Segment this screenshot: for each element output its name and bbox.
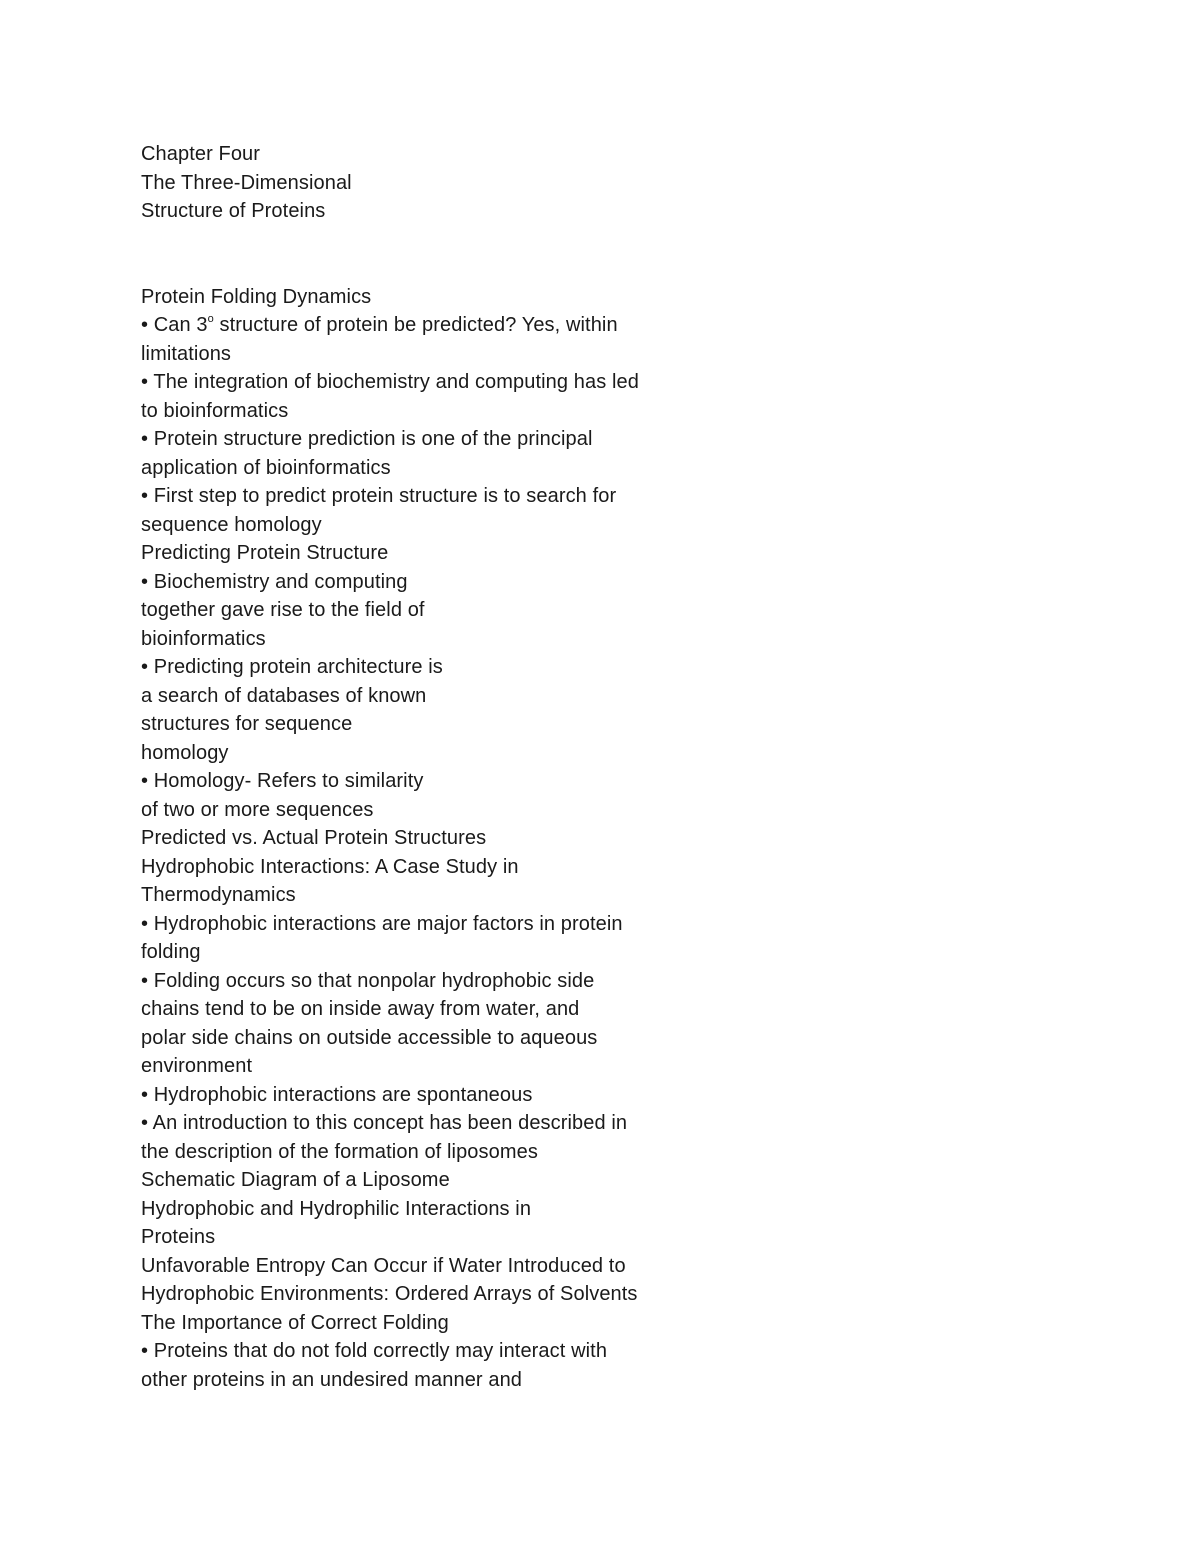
body-line: Schematic Diagram of a Liposome	[141, 1169, 450, 1191]
body-line: to bioinformatics	[141, 399, 289, 422]
body-line: polar side chains on outside accessible to aqueous	[141, 1026, 598, 1049]
body-line: • An introduction to this concept has been described in	[141, 1112, 628, 1134]
chapter-title-line: Structure of Proteins	[141, 200, 326, 222]
degree-superscript: o	[207, 313, 214, 325]
body-line: Hydrophobic Environments: Ordered Arrays of Solvents	[141, 1283, 638, 1305]
body-line: together gave rise to the field of	[141, 599, 425, 621]
body-line: structures for sequence	[141, 713, 353, 735]
body-line: • First step to predict protein structure is to search for	[141, 485, 617, 507]
body-line: • Protein structure prediction is one of the principal	[141, 428, 593, 450]
body-line: a search of databases of known	[141, 684, 427, 707]
body-line: • Homology- Refers to similarity	[141, 770, 424, 792]
body-line: Proteins	[141, 1226, 216, 1248]
body-line: of two or more sequences	[141, 798, 374, 821]
body-line: bioinformatics	[141, 627, 266, 650]
document-text	[141, 140, 841, 1394]
body-line: • The integration of biochemistry and computing has led	[141, 371, 639, 393]
body-line: • Folding occurs so that nonpolar hydrophobic side	[141, 969, 595, 992]
body-line: Thermodynamics	[141, 884, 296, 906]
body-line: Hydrophobic and Hydrophilic Interactions in	[141, 1197, 532, 1220]
body-line: • Predicting protein architecture is	[141, 656, 443, 678]
body-line: Predicting Protein Structure	[141, 542, 389, 564]
spacer	[141, 226, 841, 283]
chapter-title-line: The Three-Dimensional	[141, 171, 352, 194]
body-line: limitations	[141, 342, 232, 365]
body-line: chains tend to be on inside away from water, and	[141, 998, 580, 1020]
body-line: Hydrophobic Interactions: A Case Study in	[141, 855, 519, 878]
body-lines	[141, 340, 841, 1395]
body-line: • Hydrophobic interactions are major factors in protein	[141, 912, 623, 935]
body-line: folding	[141, 941, 201, 963]
chapter-title-line: Chapter Four	[141, 143, 261, 165]
bullet-text: • Can 3	[141, 314, 208, 336]
section-heading: Protein Folding Dynamics	[141, 285, 372, 308]
body-line: homology	[141, 741, 229, 764]
body-line: • Biochemistry and computing	[141, 570, 408, 593]
body-line: • Hydrophobic interactions are spontaneous	[141, 1083, 533, 1106]
body-line: The Importance of Correct Folding	[141, 1311, 449, 1334]
body-line: Predicted vs. Actual Protein Structures	[141, 827, 487, 849]
body-line: sequence homology	[141, 513, 322, 536]
body-line: Unfavorable Entropy Can Occur if Water Introduced to	[141, 1254, 626, 1277]
body-line: application of bioinformatics	[141, 456, 391, 479]
body-line: other proteins in an undesired manner and	[141, 1368, 523, 1391]
bullet-line	[141, 311, 841, 340]
body-line: the description of the formation of liposomes	[141, 1140, 538, 1163]
bullet-text: structure of protein be predicted? Yes, within	[213, 314, 618, 336]
body-line: • Proteins that do not fold correctly may interact with	[141, 1340, 608, 1362]
body-line: environment	[141, 1055, 253, 1077]
